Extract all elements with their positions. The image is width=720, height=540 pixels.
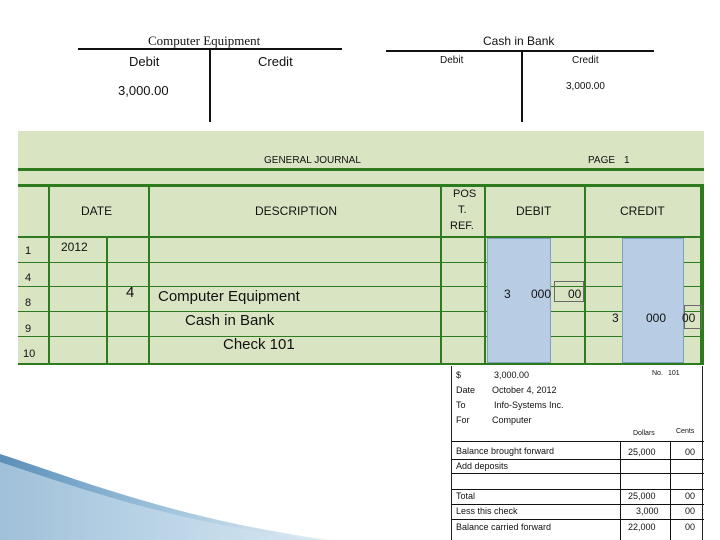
- stub-rule: [452, 504, 704, 505]
- journal-row-line: [18, 286, 704, 287]
- stub-row-label: Balance carried forward: [456, 522, 552, 532]
- journal-row-line: [18, 311, 704, 312]
- credit-label: Credit: [572, 55, 599, 66]
- credit-account-name: Cash in Bank: [185, 312, 275, 329]
- journal-col-line: [584, 184, 586, 365]
- dollars-header: Dollars: [633, 430, 655, 437]
- page-number: 1: [624, 155, 630, 166]
- debit-amount-hundreds: 000: [531, 287, 552, 301]
- stub-col-line: [620, 441, 621, 540]
- t-account-top-line: [386, 50, 654, 52]
- header-post-ref-3: REF.: [450, 220, 474, 232]
- header-post-ref-1: POS: [453, 188, 477, 200]
- credit-label: Credit: [258, 54, 293, 69]
- row-number: 8: [25, 297, 32, 309]
- credit-amount-thousands: 3: [612, 311, 619, 325]
- debit-amount-thousands: 3: [504, 287, 511, 301]
- t-account-divider: [209, 48, 211, 122]
- journal-col-line: [106, 236, 108, 365]
- row-number: 4: [25, 272, 32, 284]
- stub-rule: [452, 473, 704, 474]
- to-label: To: [456, 400, 466, 410]
- stub-rule: [452, 519, 704, 520]
- stub-rule: [452, 489, 704, 490]
- debit-label: Debit: [129, 54, 160, 69]
- debit-amount-cents: 00: [568, 287, 582, 301]
- header-post-ref-2: T.: [458, 204, 467, 216]
- stub-row-cents: 00: [685, 491, 696, 501]
- journal-col-line: [48, 184, 50, 365]
- credit-dollars-column: [622, 238, 684, 363]
- entry-explanation: Check 101: [223, 336, 295, 353]
- journal-col-line: [440, 184, 442, 365]
- stub-row-label: Add deposits: [456, 461, 509, 471]
- journal-col-line: [484, 184, 486, 365]
- journal-header-rule: [18, 168, 704, 171]
- header-debit: DEBIT: [516, 204, 552, 218]
- stub-row-cents: 00: [685, 506, 696, 516]
- t-account-title: Cash in Bank: [483, 34, 555, 48]
- journal-column-header-top: [18, 184, 704, 187]
- page-label: PAGE: [588, 155, 616, 166]
- journal-col-line: [700, 184, 704, 365]
- credit-amount: 3,000.00: [566, 81, 605, 92]
- header-description: DESCRIPTION: [255, 204, 338, 218]
- journal-row-line: [18, 262, 704, 263]
- stub-row-dollars: 22,000: [628, 522, 656, 532]
- check-number: 101: [668, 370, 680, 377]
- journal-column-header-bottom: [18, 236, 704, 238]
- decorative-swoosh: [0, 440, 330, 540]
- check-date: October 4, 2012: [492, 385, 557, 395]
- cents-header: Cents: [676, 428, 695, 435]
- dollar-sign: $: [456, 370, 462, 380]
- journal-row-line: [18, 336, 704, 337]
- check-purpose: Computer: [492, 415, 532, 425]
- header-date: DATE: [81, 204, 113, 218]
- check-stub: [451, 366, 703, 540]
- for-label: For: [456, 415, 470, 425]
- check-amount: 3,000.00: [494, 370, 530, 380]
- stub-row-label: Less this check: [456, 506, 518, 516]
- debit-amount: 3,000.00: [118, 83, 169, 98]
- t-account-title: Computer Equipment: [148, 33, 261, 48]
- row-number: 10: [23, 348, 36, 360]
- stub-row-dollars: 25,000: [628, 447, 656, 457]
- general-journal: [18, 131, 704, 365]
- stub-row-dollars: 25,000: [628, 491, 656, 501]
- stub-row-label: Balance brought forward: [456, 446, 555, 456]
- journal-day: 4: [126, 284, 135, 301]
- journal-title: GENERAL JOURNAL: [264, 155, 361, 166]
- journal-row-line: [18, 363, 704, 365]
- credit-amount-hundreds: 000: [646, 311, 667, 325]
- stub-row-cents: 00: [685, 522, 696, 532]
- header-credit: CREDIT: [620, 204, 665, 218]
- journal-year: 2012: [61, 240, 88, 254]
- row-number: 9: [25, 323, 32, 335]
- row-number: 1: [25, 245, 32, 257]
- stub-col-line: [670, 441, 671, 540]
- stub-row-dollars: 3,000: [636, 506, 659, 516]
- check-payee: Info-Systems Inc.: [494, 400, 564, 410]
- journal-col-line: [148, 184, 150, 365]
- date-label: Date: [456, 385, 476, 395]
- debit-label: Debit: [440, 55, 464, 66]
- stub-row-cents: 00: [685, 447, 696, 457]
- t-account-divider: [521, 50, 523, 122]
- debit-account-name: Computer Equipment: [158, 288, 300, 305]
- stub-rule: [452, 459, 704, 460]
- credit-amount-cents: 00: [682, 311, 696, 325]
- check-number-label: No.: [652, 370, 663, 377]
- stub-rule: [452, 441, 704, 442]
- stub-row-label: Total: [456, 491, 476, 501]
